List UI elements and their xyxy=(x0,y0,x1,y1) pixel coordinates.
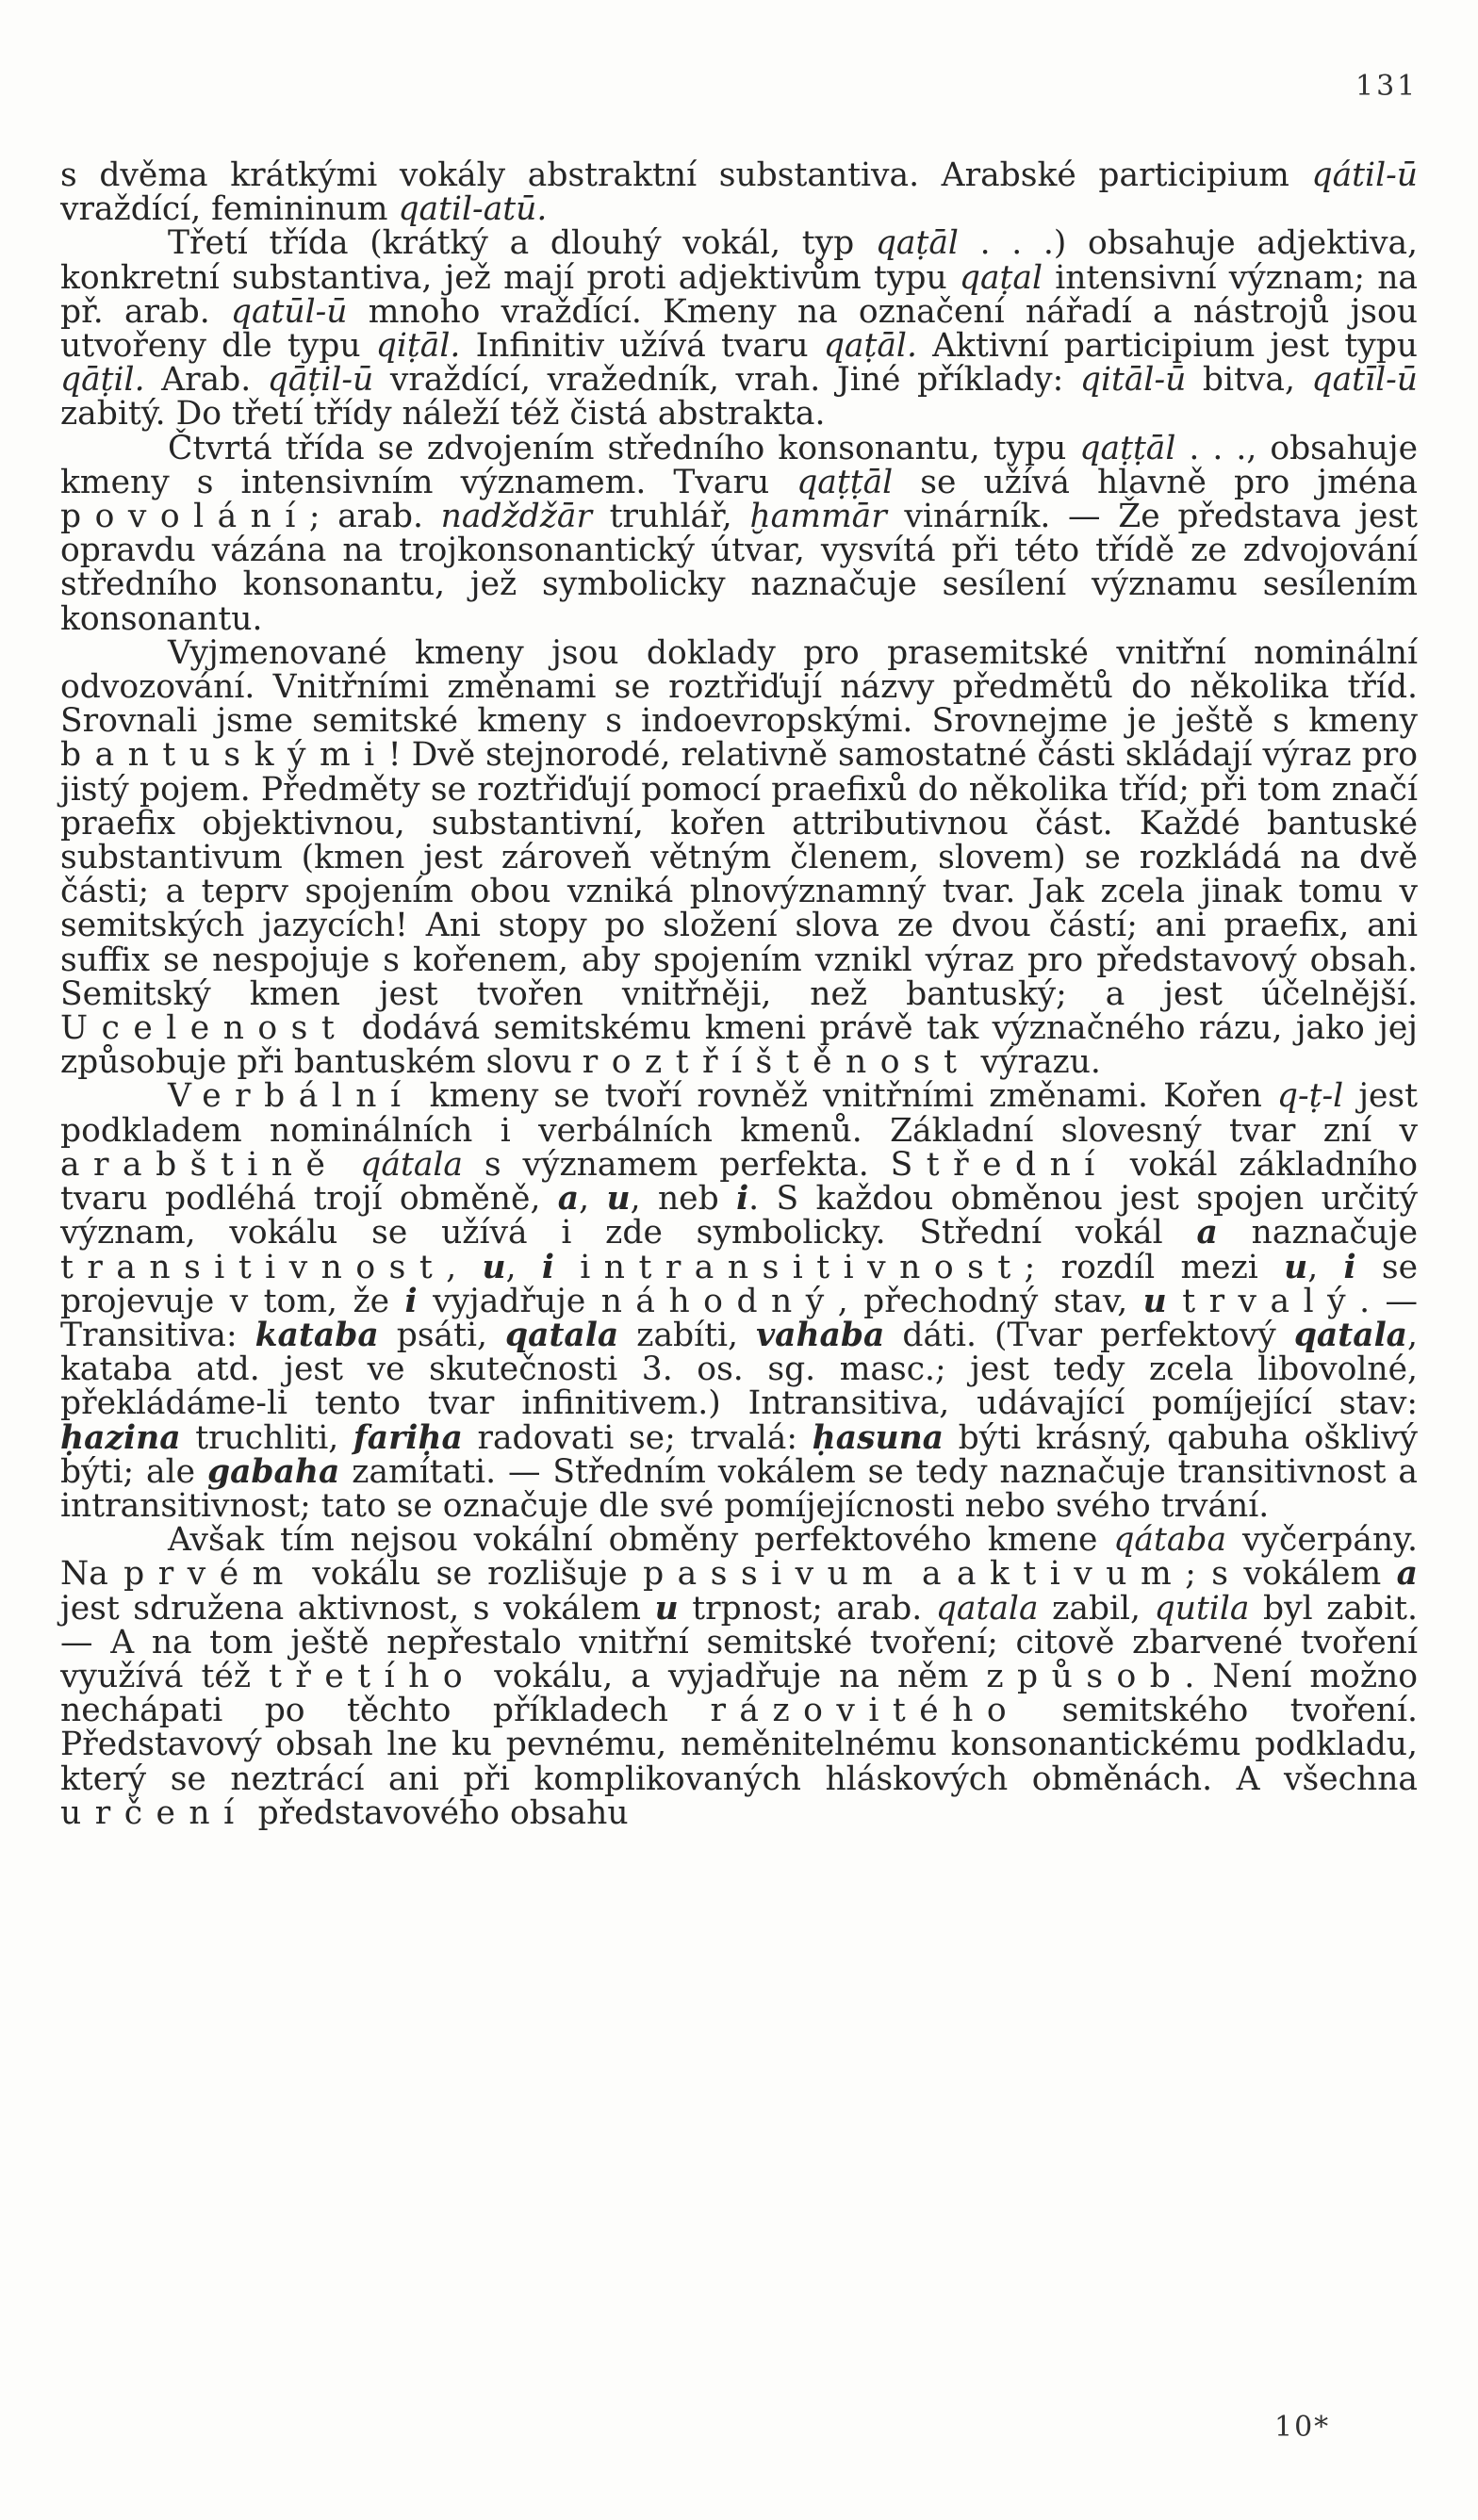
text-run: zamítati. — Středním vokálem se tedy naznačuje transitivnost a intransitivnost; tato se označuje dle své pomíjejícnosti nebo svého trvání. xyxy=(60,1452,1418,1525)
text-run: se projevuje v tom, že xyxy=(60,1248,1418,1320)
text-run: vyčerpány. Na xyxy=(60,1521,1418,1594)
italic-term: qaṭṭāl xyxy=(1079,429,1176,467)
italic-term: qátil-ū xyxy=(1311,156,1418,194)
text-run: , xyxy=(579,1180,607,1219)
text-run: semitského tvoření. Představový obsah lne ku pevnému, neměnitelnému konsonantickému podkladu, který se neztrácí ani při komplikovaných hláskových obměnách. A všechna xyxy=(60,1692,1418,1798)
italic-term: qatil-atū. xyxy=(398,190,548,229)
text-run: , xyxy=(1307,1248,1344,1286)
spaced-emphasis: trvalý xyxy=(1182,1282,1360,1320)
text-run: . Není možno nechápati po těchto příkladech xyxy=(60,1657,1418,1730)
text-run: , kataba atd. jest ve skutečnosti 3. os. sg. masc.; jest tedy zcela libovolné, překládáme-li tento tvar infinitivem.) Intransitiva, udávající pomíjející stav: xyxy=(60,1316,1419,1423)
bold-italic-term: i xyxy=(1343,1248,1356,1286)
spaced-emphasis: Verbální xyxy=(168,1077,415,1116)
text-run: s významem perfekta. xyxy=(463,1145,891,1184)
text-run xyxy=(338,1146,360,1184)
spaced-emphasis: povolání xyxy=(60,498,309,536)
text-run: s dvěma krátkými vokály abstraktní substantiva. Arabské participium xyxy=(60,156,1312,194)
text-run: výrazu. xyxy=(970,1043,1101,1082)
text-run: bitva, xyxy=(1186,361,1312,400)
text-run: Arab. xyxy=(144,361,268,400)
spaced-emphasis: Střední xyxy=(890,1145,1108,1184)
text-run: vraždící, vražedník, vrah. Jiné příklady: xyxy=(373,361,1080,400)
bold-italic-term: u xyxy=(1142,1282,1167,1320)
text-run: Infinitiv užívá tvaru xyxy=(460,327,824,366)
spaced-emphasis: prvém xyxy=(123,1555,297,1594)
bold-italic-term: i xyxy=(736,1180,749,1219)
italic-term: qatīl-ū xyxy=(1311,361,1418,400)
spaced-emphasis: určení xyxy=(60,1793,248,1832)
text-run: truchliti, xyxy=(180,1418,353,1457)
spaced-emphasis: Ucelenost xyxy=(60,1009,349,1048)
text-run: . S každou obměnou jest spojen určitý význam, vokálu se užívá i zde symbolicky. Střední vokál xyxy=(60,1180,1418,1252)
text-run xyxy=(1167,1283,1182,1320)
bold-italic-term: a xyxy=(557,1180,580,1219)
paragraph xyxy=(60,1079,1418,1523)
spaced-emphasis: třetího xyxy=(269,1657,477,1695)
bold-italic-term: i xyxy=(541,1248,554,1286)
paragraph xyxy=(60,224,1419,434)
text-run: , přechodný stav, xyxy=(837,1282,1143,1320)
text-run: , neb xyxy=(630,1180,737,1219)
bold-italic-term: u xyxy=(606,1180,631,1219)
italic-term: q-ṭ-l xyxy=(1276,1077,1344,1116)
spaced-emphasis: transitivnost xyxy=(60,1248,447,1286)
text-run: Aktivní participium jest typu xyxy=(916,327,1419,366)
spaced-emphasis: způsob xyxy=(986,1657,1185,1695)
text-run: jest podkladem nominálních i verbálních kmenů. Základní slovesný tvar zní v xyxy=(60,1077,1418,1150)
italic-term: ḫammār xyxy=(749,498,887,536)
italic-term: qatala xyxy=(935,1589,1039,1628)
spaced-emphasis: náhodný xyxy=(600,1282,838,1320)
text-run: vyjadřuje xyxy=(417,1282,601,1320)
italic-term: qiṭāl. xyxy=(375,327,461,366)
paragraph xyxy=(60,429,1418,638)
italic-term: qāṭil. xyxy=(60,361,145,400)
text-run: vokálu, a vyjadřuje na něm xyxy=(476,1657,987,1695)
text-run: psáti, xyxy=(378,1316,505,1354)
text-run: intensivní význam; na př. arab. xyxy=(60,258,1418,331)
body-text xyxy=(60,158,1418,1830)
text-run: trpnost; arab. xyxy=(678,1589,936,1628)
text-run: a xyxy=(906,1555,957,1594)
text-run: , xyxy=(505,1248,542,1286)
spaced-emphasis: roztříštěnost xyxy=(582,1043,971,1082)
text-run: zabitý. Do třetí třídy náleží též čistá abstrakta. xyxy=(60,395,826,434)
italic-term: qaṭāl. xyxy=(823,327,917,366)
bold-italic-term: u xyxy=(654,1589,679,1628)
bold-italic-term: ḥazina xyxy=(60,1418,181,1457)
italic-term: qaṭṭāl xyxy=(796,463,894,501)
bold-italic-term: a xyxy=(1196,1214,1218,1252)
text-run: vokálu se rozlišuje xyxy=(296,1555,644,1594)
text-run: vokál základního tvaru podléhá trojí obměně, xyxy=(60,1145,1418,1219)
italic-term: nadždžār xyxy=(440,498,592,536)
bold-italic-term: fariḥa xyxy=(353,1418,463,1457)
italic-term: qitāl-ū xyxy=(1079,361,1187,400)
bold-italic-term: u xyxy=(1284,1248,1308,1286)
text-run: truhlář, xyxy=(591,498,750,536)
text-run: byl zabit. — A na tom ještě nepřestalo vnitřní semitské tvoření; citově zbarvené tvoření využívá též xyxy=(60,1589,1418,1695)
italic-term: qatūl-ū xyxy=(230,292,348,331)
spaced-emphasis: passivum xyxy=(643,1555,907,1594)
italic-term: qaṭāl xyxy=(875,224,959,263)
text-run: Vyjmenované kmeny jsou doklady pro prasemitské vnitřní nominální odvozování. Vnitřními změnami se roztřiďují názvy předmětů do několika tříd. Srovnali jsme semitské kmeny s indoevropskými. Srovnejme je ještě s kmeny xyxy=(60,633,1418,741)
paragraph xyxy=(60,633,1418,1082)
bold-italic-term: qatala xyxy=(1293,1316,1408,1354)
text-run: ; s vokálem xyxy=(1185,1555,1397,1594)
text-run: zabíti, xyxy=(618,1316,757,1354)
text-run: . . .) obsahuje adjektiva, konkretní substantiva, jež mají proti adjektivům typu xyxy=(60,224,1418,297)
text-run xyxy=(554,1249,580,1286)
text-run: kmeny se tvoří rovněž vnitřními změnami. Kořen xyxy=(414,1077,1277,1116)
spaced-emphasis: bantuskými xyxy=(60,736,388,775)
bold-italic-term: ḥasuna xyxy=(812,1418,944,1457)
text-run: mnoho vraždící. Kmeny na označení nářadí a nástrojů jsou utvořeny dle typu xyxy=(60,292,1418,366)
text-run: ; rozdíl mezi xyxy=(1024,1248,1285,1286)
text-run: . . ., obsahuje kmeny s intensivním významem. Tvaru xyxy=(60,429,1418,501)
text-run: se užívá hlavně pro jména xyxy=(893,463,1418,501)
italic-term: qátaba xyxy=(1113,1521,1227,1560)
text-run: vinárník. — Že představa jest opravdu vázána na trojkonsonantický útvar, vysvítá při této třídě ze zdvojování středního konsonantu, jež symbolicky naznačuje sesílení významu sesílením konsonantu. xyxy=(60,498,1418,638)
spaced-emphasis: aktivum xyxy=(956,1555,1186,1594)
text-run: vraždící, femininum xyxy=(60,190,399,229)
signature-mark: 10* xyxy=(1274,2411,1331,2444)
italic-term: qutila xyxy=(1154,1589,1250,1628)
paragraph xyxy=(60,156,1418,229)
text-run: Čtvrtá třída se zdvojením středního konsonantu, typu xyxy=(168,429,1080,467)
bold-italic-term: gabaha xyxy=(206,1452,340,1491)
text-run: . — Transitiva: xyxy=(60,1282,1419,1354)
text-run: , xyxy=(446,1248,483,1286)
bold-italic-term: kataba xyxy=(255,1316,379,1354)
spaced-emphasis: rázovitého xyxy=(710,1692,1021,1730)
bold-italic-term: i xyxy=(404,1282,418,1320)
spaced-emphasis: arabštině xyxy=(60,1145,339,1184)
text-run: představového obsahu xyxy=(247,1793,629,1832)
text-run: Avšak tím nejsou vokální obměny perfektového kmene xyxy=(168,1521,1114,1560)
text-run: dodává semitskému kmeni právě tak význačného rázu, jako jej způsobuje při bantuském slovu xyxy=(60,1009,1418,1082)
text-run: zabil, xyxy=(1038,1589,1155,1628)
paragraph xyxy=(60,1523,1418,1830)
text-run: radovati se; trvalá: xyxy=(462,1418,813,1457)
text-run: Třetí třída (krátký a dlouhý vokál, typ xyxy=(168,224,876,263)
bold-italic-term: qatala xyxy=(505,1316,619,1354)
spaced-emphasis: intransitivnost xyxy=(580,1248,1025,1286)
text-run: dáti. (Tvar perfektový xyxy=(884,1316,1294,1354)
text-run: naznačuje xyxy=(1217,1214,1419,1252)
italic-term: qátala xyxy=(360,1145,463,1184)
bold-italic-term: vahaba xyxy=(756,1316,885,1354)
bold-italic-term: a xyxy=(1396,1555,1418,1594)
page-number: 131 xyxy=(1355,70,1419,103)
text-run: ; arab. xyxy=(308,498,441,536)
italic-term: qāṭil-ū xyxy=(267,361,374,400)
bold-italic-term: u xyxy=(482,1248,506,1286)
text-run: býti krásný, qabuha ošklivý býti; ale xyxy=(60,1418,1418,1491)
text-run: jest sdružena aktivnost, s vokálem xyxy=(60,1589,655,1628)
text-run: ! Dvě stejnorodé, relativně samostatné části skládají výraz pro jistý pojem. Předměty se roztřiďují pomocí praefixů do několika tříd; při tom značí praefix objektivnou, substantivní, kořen attributivnou část. Každé bantuské substantivum (kmen jest zároveň větným členem, slovem) se rozkládá na dvě části; a teprv spojením obou vzniká plnovýznamný tvar. Jak zcela jinak tomu v semitských jazycích! Ani stopy po složení slova ze dvou částí; ani praefix, ani suffix se nespojuje s kořenem, aby spojením vznikl výraz pro představový obsah. Semitský kmen jest tvořen vnitřněji, než bantuský; a jest účelnější. xyxy=(60,736,1418,1013)
italic-term: qaṭal xyxy=(959,258,1043,297)
